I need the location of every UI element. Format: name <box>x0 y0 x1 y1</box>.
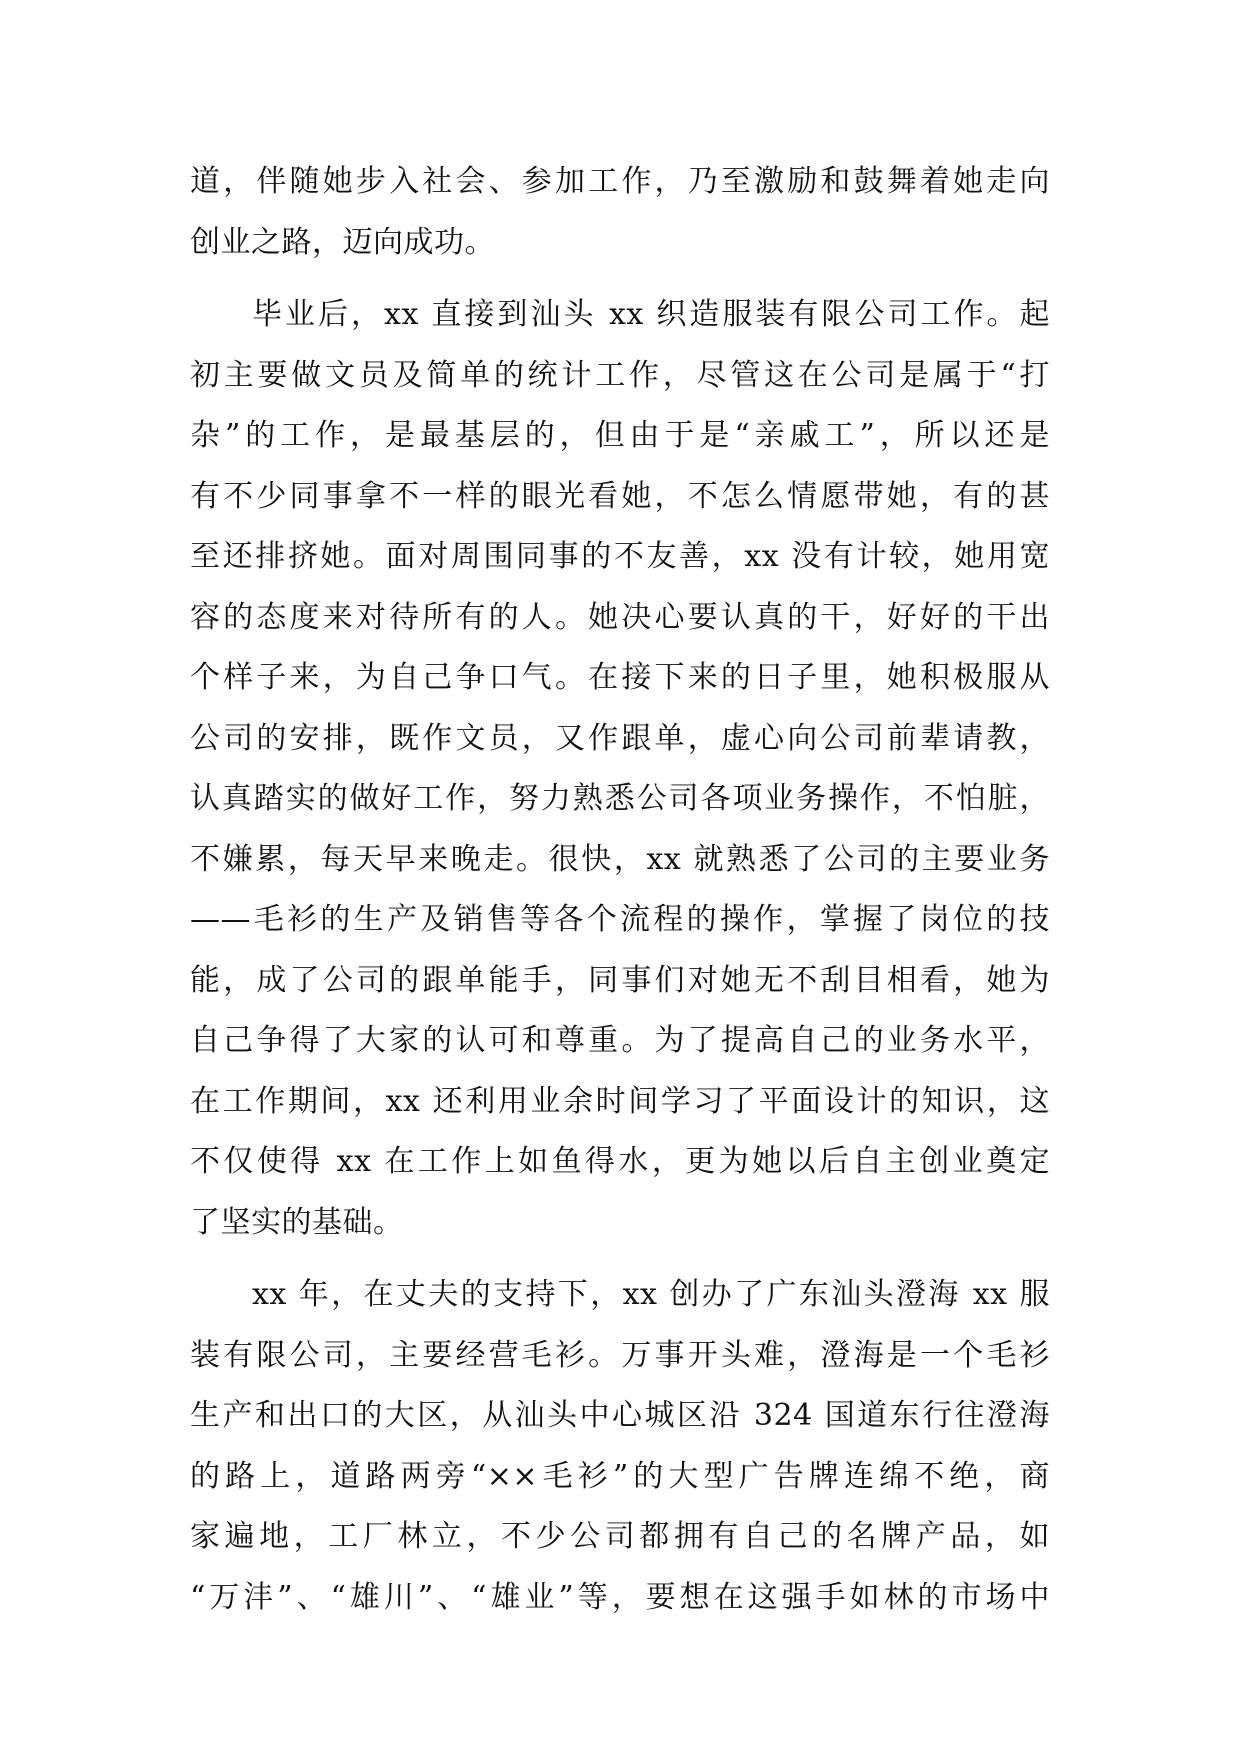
body-text <box>190 152 1050 1628</box>
text-line: “万沣”、“雄川”、“雄业”等，要想在这强手如林的市场中 <box>190 1579 1050 1615</box>
text-line: 道，伴随她步入社会、参加工作，乃至激励和鼓舞着她走向 <box>190 164 1050 199</box>
text-line: 个样子来，为自己争口气。在接下来的日子里，她积极服从 <box>190 660 1050 695</box>
text-line: 杂”的工作，是最基层的，但由于是“亲戚工”，所以还是 <box>190 418 1050 453</box>
text-line: xx 年，在丈夫的支持下，xx 创办了广东汕头澄海 xx 服 <box>252 1277 1050 1312</box>
text-line: 了坚实的基础。 <box>190 1204 404 1240</box>
text-line: 在工作期间，xx 还利用业余时间学习了平面设计的知识，这 <box>190 1083 1050 1119</box>
paragraph <box>190 1265 1050 1628</box>
text-line: 毕业后，xx 直接到汕头 xx 织造服装有限公司工作。起 <box>252 297 1050 332</box>
text-line: 家遍地，工厂林立，不少公司都拥有自己的名牌产品，如 <box>190 1519 1050 1554</box>
text-line: 容的态度来对待所有的人。她决心要认真的干，好好的干出 <box>190 599 1050 635</box>
paragraph <box>190 285 1050 1253</box>
text-line: 的路上，道路两旁“××毛衫”的大型广告牌连绵不绝，商 <box>190 1458 1050 1494</box>
text-line: ——毛衫的生产及销售等各个流程的操作，掌握了岗位的技 <box>190 902 1050 937</box>
text-line: 创业之路，迈向成功。 <box>190 224 495 260</box>
text-line: 能，成了公司的跟单能手，同事们对她无不刮目相看，她为 <box>190 962 1050 998</box>
text-line: 认真踏实的做好工作，努力熟悉公司各项业务操作，不怕脏， <box>190 781 1050 816</box>
text-line: 初主要做文员及简单的统计工作，尽管这在公司是属于“打 <box>190 357 1050 393</box>
text-line: 生产和出口的大区，从汕头中心城区沿 324 国道东行往澄海 <box>190 1398 1050 1433</box>
text-line: 有不少同事拿不一样的眼光看她，不怎么情愿带她，有的甚 <box>190 478 1050 514</box>
paragraph <box>190 152 1050 273</box>
text-line: 不嫌累，每天早来晚走。很快，xx 就熟悉了公司的主要业务 <box>190 841 1050 877</box>
text-line: 至还排挤她。面对周围同事的不友善，xx 没有计较，她用宽 <box>190 539 1050 574</box>
text-line: 装有限公司，主要经营毛衫。万事开头难，澄海是一个毛衫 <box>190 1337 1050 1373</box>
text-line: 不仅使得 xx 在工作上如鱼得水，更为她以后自主创业奠定 <box>190 1144 1050 1179</box>
text-line: 自己争得了大家的认可和尊重。为了提高自己的业务水平， <box>190 1023 1050 1058</box>
text-line: 公司的安排，既作文员，又作跟单，虚心向公司前辈请教， <box>190 720 1050 756</box>
